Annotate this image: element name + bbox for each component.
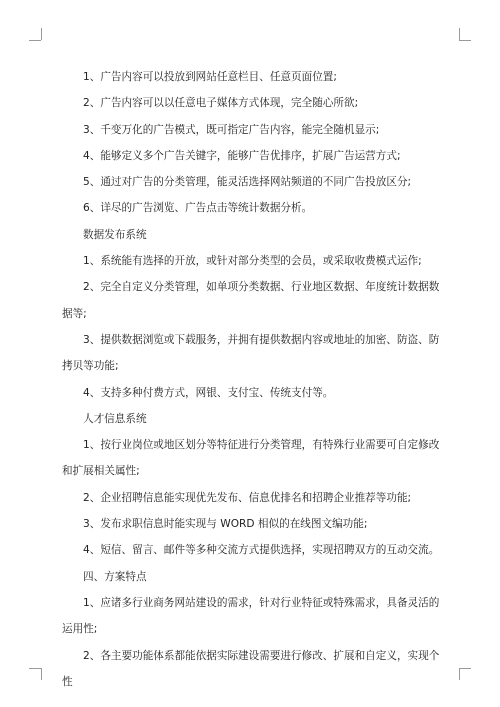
list-item-data-open: 1、系统能有选择的开放，或针对部分类型的会员，或采取收费模式运作;: [83, 255, 422, 268]
list-item-talent-communication: 4、短信、留言、邮件等多种交流方式提供选择，实现招聘双方的互动交流。: [83, 544, 440, 557]
section-heading-data-publish: 数据发布系统: [83, 228, 147, 241]
list-item-feature-flexibility: 1、应诸多行业商务网站建设的需求，针对行业特征或特殊需求，具备灵活的运用性;: [62, 596, 440, 636]
crop-mark-top-right-h: [459, 40, 471, 41]
list-item-talent-editor: 3、发布求职信息时能实现与 WORD 相似的在线图文编功能;: [83, 518, 368, 531]
crop-mark-top-left-v: [41, 28, 42, 40]
list-item-talent-category: 1、按行业岗位或地区划分等特征进行分类管理，有特殊行业需要可自定修改和扩展相关属性;: [62, 439, 440, 478]
list-item-ad-stats: 6、详尽的广告浏览、广告点击等统计数据分析。: [83, 202, 313, 215]
list-item-ad-keywords: 4、能够定义多个广告关键字，能够广告优排序，扩展广告运营方式;: [83, 149, 401, 162]
document-body: [62, 64, 440, 695]
list-item-feature-customization: 2、各主要功能体系都能依据实际建设需要进行修改、扩展和自定义，实现个性: [62, 649, 440, 688]
crop-mark-bottom-left-h: [29, 668, 41, 669]
crop-mark-top-left-h: [29, 40, 41, 41]
crop-mark-bottom-right-v: [459, 668, 460, 680]
crop-mark-bottom-left-v: [41, 668, 42, 680]
section-heading-features: 四、方案特点: [83, 570, 147, 583]
crop-mark-bottom-right-h: [459, 668, 471, 669]
section-heading-talent: 人才信息系统: [83, 412, 147, 425]
list-item-data-download: 3、提供数据浏览或下载服务，并拥有提供数据内容或地址的加密、防盗、防拷贝等功能;: [62, 333, 440, 373]
list-item-ad-position: 1、广告内容可以投放到网站任意栏目、任意页面位置;: [83, 71, 337, 83]
list-item-talent-priority: 2、企业招聘信息能实现优先发布、信息优排名和招聘企业推荐等功能;: [83, 491, 412, 504]
crop-mark-top-right-v: [459, 28, 460, 40]
list-item-ad-mode: 3、千变万化的广告模式，既可指定广告内容，能完全随机显示;: [83, 123, 380, 136]
list-item-data-payment: 4、支持多种付费方式，网银、支付宝、传统支付等。: [83, 386, 334, 399]
list-item-data-category: 2、完全自定义分类管理，如单项分类数据、行业地区数据、年度统计数据数据等;: [62, 281, 440, 320]
list-item-ad-category: 5、通过对广告的分类管理，能灵活选择网站频道的不同广告投放区分;: [83, 176, 412, 189]
list-item-ad-media: 2、广告内容可以以任意电子媒体方式体现，完全随心所欲;: [83, 97, 359, 110]
